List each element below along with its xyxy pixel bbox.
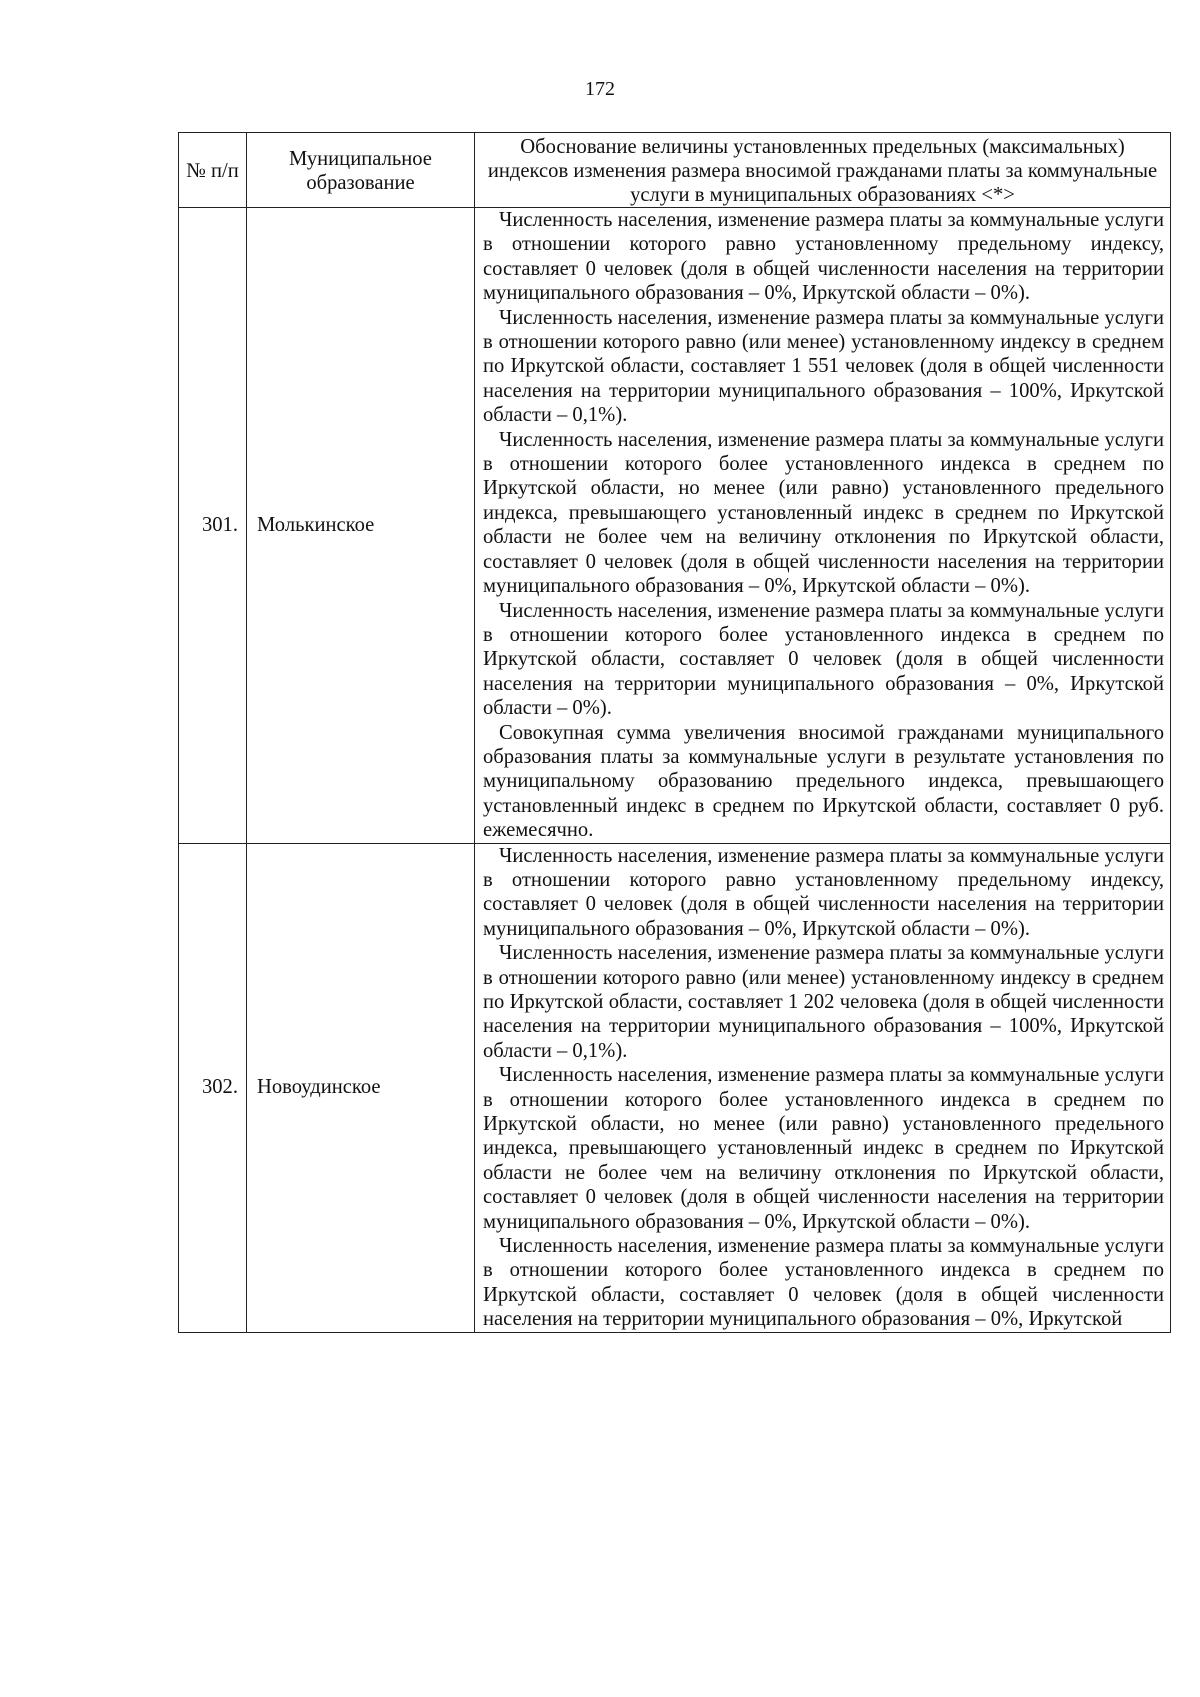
table-header-row xyxy=(179,133,1171,208)
header-justification: Обоснование величины установленных предельных (максимальных) индексов изменения размера вносимой гражданами платы за коммунальные услуги в муниципальных образованиях <*> xyxy=(475,133,1171,208)
justification-paragraph: Численность населения, изменение размера платы за коммунальные услуги в отношении которого более установленного индекса в среднем по Иркутской области, составляет 0 человек (доля в общей численности населения на территории муниципального образования – 0%, Иркутской области – 0%). xyxy=(483,599,1164,720)
page-number: 172 xyxy=(585,78,615,100)
header-number: № п/п xyxy=(179,133,247,208)
justification-cell xyxy=(475,208,1171,844)
justification-paragraph: Численность населения, изменение размера платы за коммунальные услуги в отношении которого более установленного индекса в среднем по Иркутской области, составляет 0 человек (доля в общей численности населения на территории муниципального образования – 0%, Иркутской xyxy=(483,1235,1164,1331)
table-row xyxy=(179,843,1171,1332)
row-number: 301. xyxy=(179,208,247,844)
row-number: 302. xyxy=(179,843,247,1332)
tariff-index-table-container xyxy=(178,132,1170,1333)
justification-paragraph: Численность населения, изменение размера платы за коммунальные услуги в отношении которого равно (или менее) установленному индексу в среднем по Иркутской области, составляет 1 202 человека (доля в общей численности населения на территории муниципального образования – 100%, Иркутской области – 0,1%). xyxy=(483,942,1164,1062)
municipality-name: Молькинское xyxy=(247,208,475,844)
tariff-index-table xyxy=(178,132,1171,1333)
header-municipality: Муниципальное образование xyxy=(247,133,475,208)
municipality-name: Новоудинское xyxy=(247,843,475,1332)
justification-paragraph: Численность населения, изменение размера платы за коммунальные услуги в отношении которого равно (или менее) установленному индексу в среднем по Иркутской области, составляет 1 551 человек (доля в общей численности населения на территории муниципального образования – 100%, Иркутской области – 0,1%). xyxy=(483,306,1164,427)
justification-paragraph: Численность населения, изменение размера платы за коммунальные услуги в отношении которого равно установленному предельному индексу, составляет 0 человек (доля в общей численности населения на территории муниципального образования – 0%, Иркутской области – 0%). xyxy=(483,844,1164,940)
justification-cell xyxy=(475,843,1171,1332)
justification-paragraph: Численность населения, изменение размера платы за коммунальные услуги в отношении которого более установленного индекса в среднем по Иркутской области, но менее (или равно) установленного предельного индекса, превышающего установленный индекс в среднем по Иркутской области не более чем на величину отклонения по Иркутской области, составляет 0 человек (доля в общей численности населения на территории муниципального образования – 0%, Иркутской области – 0%). xyxy=(483,1064,1164,1233)
justification-paragraph: Совокупная сумма увеличения вносимой гражданами муниципального образования платы за коммунальные услуги в результате установления по муниципальному образованию предельного индекса, превышающего установленный индекс в среднем по Иркутской области, составляет 0 руб. ежемесячно. xyxy=(483,721,1164,842)
justification-paragraph: Численность населения, изменение размера платы за коммунальные услуги в отношении которого равно установленному предельному индексу, составляет 0 человек (доля в общей численности населения на территории муниципального образования – 0%, Иркутской области – 0%). xyxy=(483,209,1164,305)
table-row xyxy=(179,208,1171,844)
justification-paragraph: Численность населения, изменение размера платы за коммунальные услуги в отношении которого более установленного индекса в среднем по Иркутской области, но менее (или равно) установленного предельного индекса, превышающего установленный индекс в среднем по Иркутской области не более чем на величину отклонения по Иркутской области, составляет 0 человек (доля в общей численности населения на территории муниципального образования – 0%, Иркутской области – 0%). xyxy=(483,428,1164,598)
